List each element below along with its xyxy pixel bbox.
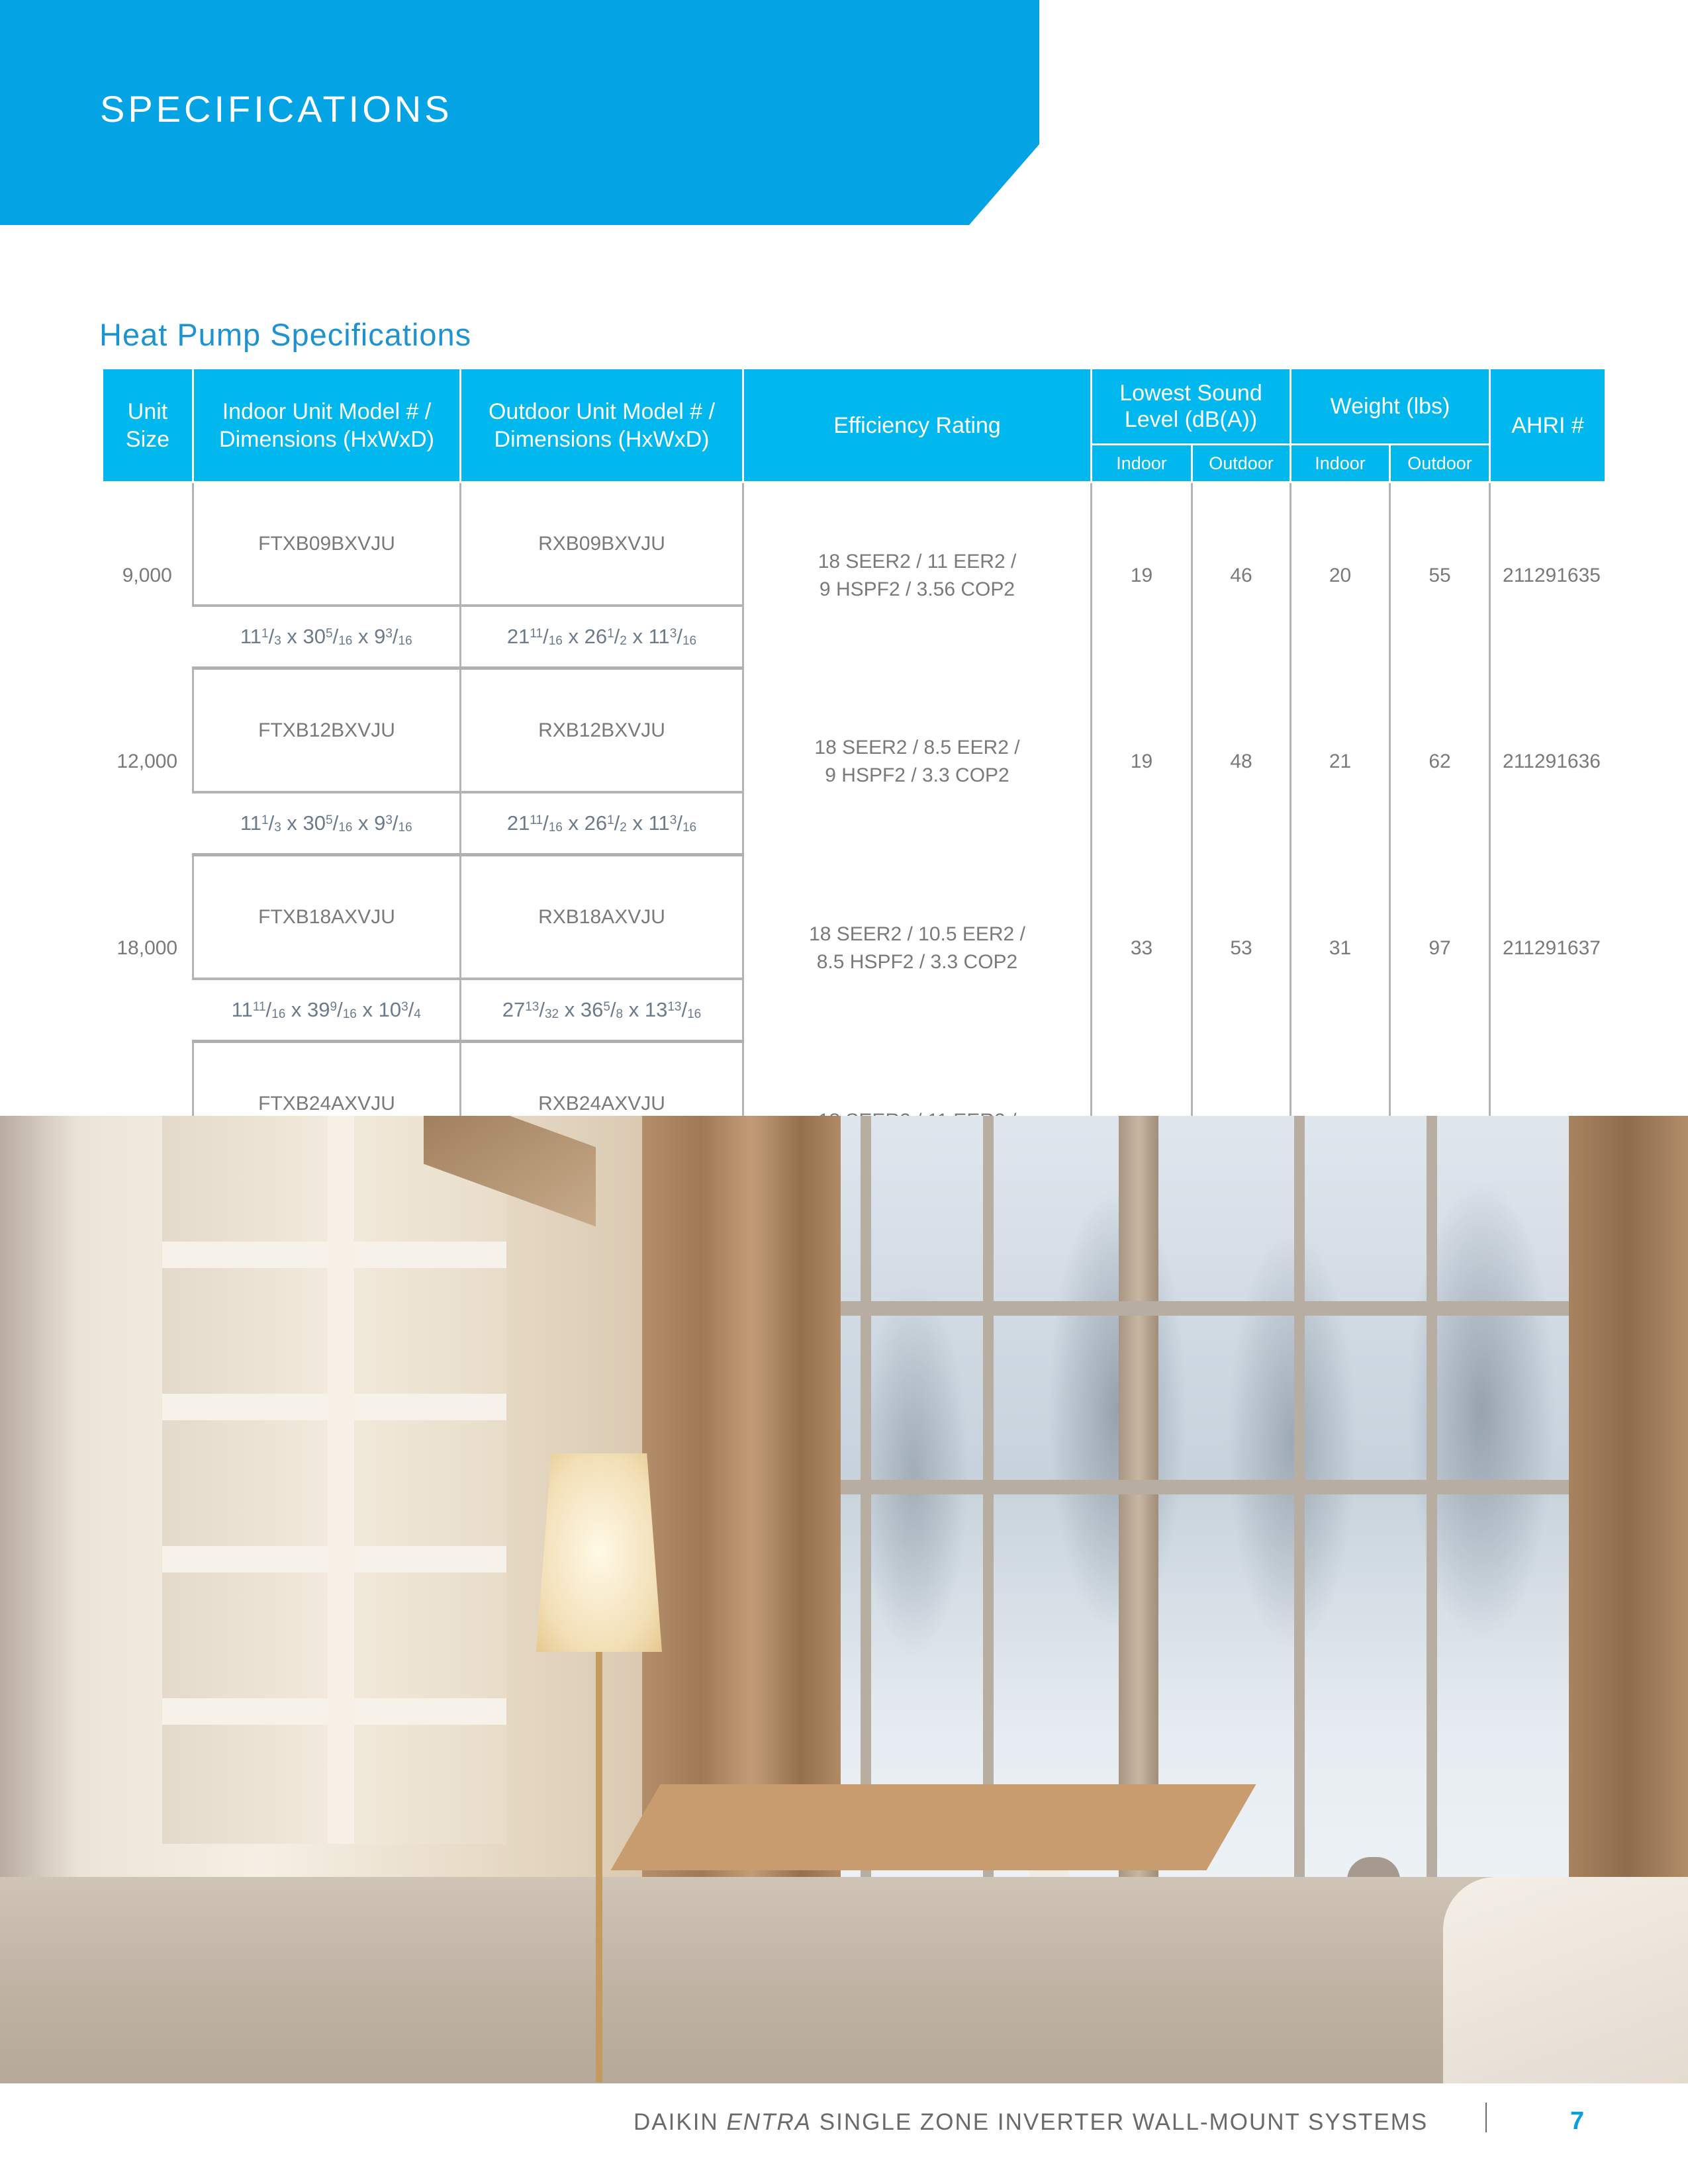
outdoor-model: RXB18AXVJU	[461, 855, 743, 979]
efficiency-rating	[743, 855, 1092, 1042]
col-weight-outdoor: Outdoor	[1390, 445, 1490, 482]
weight-indoor: 21	[1291, 668, 1390, 855]
sound-outdoor: 48	[1192, 668, 1291, 855]
sound-indoor: 33	[1092, 855, 1192, 1042]
window-transom	[827, 1301, 1582, 1316]
col-indoor: Indoor Unit Model # / Dimensions (HxWxD)	[193, 369, 461, 482]
unit-size: 9,000	[122, 564, 172, 586]
floor-lamp-leg	[596, 1652, 602, 2082]
ahri-number: 211291635	[1490, 482, 1606, 668]
snowy-trees	[841, 1142, 1569, 1738]
heat-pump-spec-table	[101, 367, 1607, 1230]
efficiency-line-2: 9 HSPF2 / 3.3 COP2	[825, 764, 1009, 786]
efficiency-line-2: 9 HSPF2 / 3.56 COP2	[819, 578, 1015, 600]
col-sound-indoor: Indoor	[1092, 445, 1192, 482]
indoor-dimensions: $11^1/_3$ x $30^5/_{16}$ x $9^3/_{16}$	[193, 606, 461, 668]
weight-outdoor: 97	[1390, 855, 1490, 1042]
outdoor-model: RXB09BXVJU	[461, 482, 743, 606]
weight-indoor: 20	[1291, 482, 1390, 668]
col-ahri: AHRI #	[1490, 369, 1606, 482]
window-mullion	[1427, 1116, 1437, 2003]
footer-title	[633, 2108, 1428, 2137]
indoor-dimensions: $11^1/_3$ x $30^5/_{16}$ x $9^3/_{16}$	[193, 792, 461, 855]
col-weight: Weight (lbs)	[1291, 369, 1490, 445]
outdoor-dimensions: $21^{11}/_{16}$ x $26^1/_2$ x $11^3/_{16}$	[461, 792, 743, 855]
footer-subtitle: SINGLE ZONE INVERTER WALL-MOUNT SYSTEMS	[819, 2109, 1429, 2135]
footer-brand: DAIKIN	[633, 2109, 719, 2135]
indoor-dimensions: $11^{11}/_{16}$ x $39^9/_{16}$ x $10^3/_4$	[193, 979, 461, 1042]
table-row	[103, 668, 1606, 793]
wood-floor	[0, 1877, 1688, 2083]
table-row	[103, 482, 1606, 606]
indoor-model: FTXB12BXVJU	[193, 668, 461, 793]
efficiency-line-1: 18 SEER2 / 11 EER2 /	[818, 550, 1017, 572]
weight-indoor: 31	[1291, 855, 1390, 1042]
floor-lamp-shade	[536, 1453, 662, 1652]
sofa	[1443, 1877, 1688, 2083]
section-title: Heat Pump Specifications	[99, 317, 472, 352]
sound-indoor: 19	[1092, 482, 1192, 668]
indoor-model: FTXB18AXVJU	[193, 855, 461, 979]
efficiency-rating	[743, 668, 1092, 855]
efficiency-rating	[743, 482, 1092, 668]
sound-outdoor: 46	[1192, 482, 1291, 668]
efficiency-line-1: 18 SEER2 / 8.5 EER2 /	[814, 736, 1020, 758]
interior-photo	[0, 1116, 1688, 2083]
col-sound: Lowest Sound Level (dB(A))	[1092, 369, 1291, 445]
outdoor-model: RXB12BXVJU	[461, 668, 743, 793]
window-transom	[827, 1480, 1582, 1494]
sound-outdoor: 53	[1192, 855, 1291, 1042]
col-outdoor: Outdoor Unit Model # / Dimensions (HxWxD)	[461, 369, 743, 482]
window-mullion	[1294, 1116, 1305, 2003]
indoor-model: FTXB24AXVJU	[193, 1042, 461, 1166]
unit-size: 12,000	[117, 750, 178, 772]
col-efficiency: Efficiency Rating	[743, 369, 1092, 482]
col-unit-size: Unit Size	[103, 369, 193, 482]
shelf-divider	[328, 1116, 354, 1844]
weight-outdoor: 62	[1390, 668, 1490, 855]
col-sound-outdoor: Outdoor	[1192, 445, 1291, 482]
dining-table	[610, 1784, 1256, 1870]
indoor-model: FTXB09BXVJU	[193, 482, 461, 606]
outdoor-dimensions: $27^{13}/_{32}$ x $36^5/_8$ x $13^{13}/_{16}$	[461, 979, 743, 1042]
page-number: 7	[1570, 2107, 1585, 2135]
outdoor-model: RXB24AXVJU	[461, 1042, 743, 1166]
table-row	[103, 855, 1606, 979]
efficiency-line-1: 18 SEER2 / 10.5 EER2 /	[809, 923, 1025, 945]
sound-indoor: 19	[1092, 668, 1192, 855]
col-weight-indoor: Indoor	[1291, 445, 1390, 482]
weight-outdoor: 55	[1390, 482, 1490, 668]
ahri-number: 211291637	[1490, 855, 1606, 1042]
outdoor-dimensions: $21^{11}/_{16}$ x $26^1/_2$ x $11^3/_{16}$	[461, 606, 743, 668]
efficiency-line-2: 8.5 HSPF2 / 3.3 COP2	[816, 950, 1018, 973]
ahri-number: 211291636	[1490, 668, 1606, 855]
unit-size: 18,000	[117, 936, 178, 959]
footer-product: ENTRA	[726, 2109, 812, 2135]
footer-divider	[1485, 2103, 1487, 2132]
page-title: SPECIFICATIONS	[100, 88, 453, 130]
